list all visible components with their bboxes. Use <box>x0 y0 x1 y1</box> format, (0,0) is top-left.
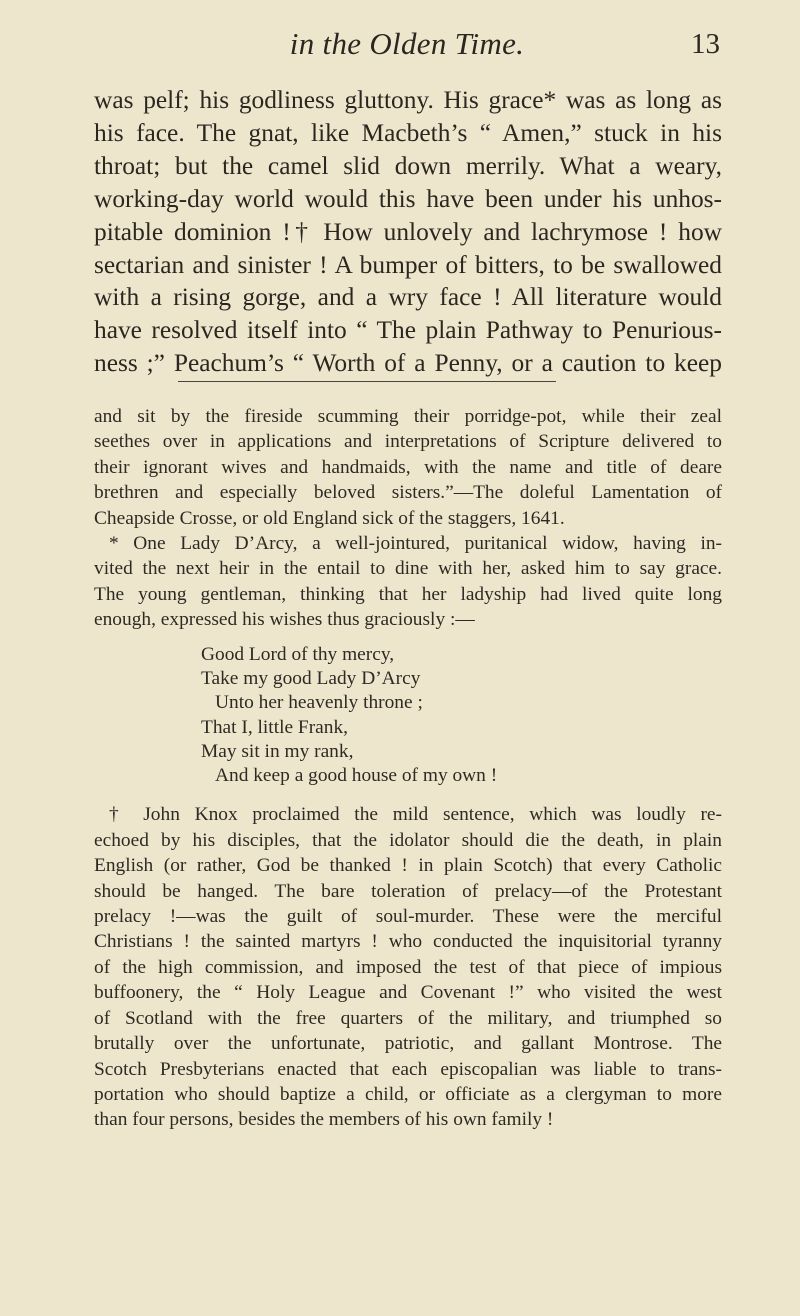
body-line: ness ;” Peachum’s “ Worth of a Penny, or a caution to keep <box>94 349 722 378</box>
footnote-line: brutally over the unfortunate, patriotic, and gallant Montrose. The <box>94 1033 722 1055</box>
footnote-line: Scotch Presbyterians enacted that each episcopalian was liable to trans- <box>94 1058 722 1080</box>
footnote-continuation <box>94 404 722 531</box>
footnote-line: buffoonery, the “ Holy League and Covenant !” who visited the west <box>94 982 722 1004</box>
footnote-dagger <box>94 802 722 1132</box>
body-line: his face. The gnat, like Macbeth’s “ Amen,” stuck in his <box>94 118 722 147</box>
body-line: was pelf; his godliness gluttony. His grace* was as long as <box>94 86 722 114</box>
footnote-line: brethren and especially beloved sisters.”—The doleful Lamentation of <box>94 482 722 504</box>
footnote-divider <box>178 381 556 382</box>
footnote-line: Cheapside Crosse, or old England sick of the staggers, 1641. <box>94 507 565 529</box>
footnote-line: † John Knox proclaimed the mild sentence, which was loudly re- <box>109 804 722 826</box>
footnote-line: and sit by the fireside scumming their porridge-pot, while their zeal <box>94 406 722 427</box>
footnote-line: than four persons, besides the members of his own family ! <box>94 1109 554 1131</box>
footnote-line: of Scotland with the free quarters of the military, and triumphed so <box>94 1007 722 1029</box>
footnote-line: of the high commission, and imposed the test of that piece of impious <box>94 956 722 978</box>
body-line: working-day world would this have been under his unhos- <box>94 184 722 213</box>
footnote-line: * One Lady D’Arcy, a well-jointured, puritanical widow, having in- <box>109 533 722 555</box>
footnote-line: Christians ! the sainted martyrs ! who conducted the inquisitorial tyranny <box>94 931 722 953</box>
poem-line: May sit in my rank, <box>201 740 354 762</box>
footnote-line: should be hanged. The bare toleration of prelacy—of the Protestant <box>94 880 722 902</box>
poem-line: Unto her heavenly throne ; <box>215 692 423 714</box>
footnote-star <box>94 531 722 633</box>
footnote-line: prelacy !—was the guilt of soul-murder. These were the merciful <box>94 906 722 928</box>
footnote-line: English (or rather, God be thanked ! in plain Scotch) that every Catholic <box>94 855 722 877</box>
footnote-line: enough, expressed his wishes thus graciously :— <box>94 609 475 631</box>
body-line: pitable dominion !† How unlovely and lachrymose ! how <box>94 217 722 246</box>
poem-line: And keep a good house of my own ! <box>215 765 498 787</box>
page-header <box>94 24 720 64</box>
body-line: throat; but the camel slid down merrily. What a weary, <box>94 151 722 180</box>
footnote-poem <box>94 643 722 789</box>
poem-line: Good Lord of thy mercy, <box>201 643 395 665</box>
footnote-line: their ignorant wives and handmaids, with the name and title of deare <box>94 456 722 478</box>
body-line: have resolved itself into “ The plain Pathway to Penurious- <box>94 316 722 345</box>
poem-line: That I, little Frank, <box>201 716 349 738</box>
running-title: in the Olden Time. <box>289 26 525 61</box>
page-number: 13 <box>691 28 720 60</box>
main-body-text <box>94 84 722 380</box>
footnote-line: The young gentleman, thinking that her ladyship had lived quite long <box>94 583 722 605</box>
footnote-line: portation who should baptize a child, or officiate as a clergyman to more <box>94 1083 722 1105</box>
poem-line: Take my good Lady D’Arcy <box>201 667 421 689</box>
footnotes <box>94 404 722 1133</box>
footnote-line: echoed by his disciples, that the idolator should die the death, in plain <box>94 829 722 851</box>
body-line: with a rising gorge, and a wry face ! All literature would <box>94 283 722 312</box>
footnote-line: seethes over in applications and interpretations of Scripture delivered to <box>94 431 722 453</box>
body-line: sectarian and sinister ! A bumper of bitters, to be swallowed <box>94 250 722 279</box>
footnote-line: vited the next heir in the entail to dine with her, asked him to say grace. <box>94 558 722 580</box>
